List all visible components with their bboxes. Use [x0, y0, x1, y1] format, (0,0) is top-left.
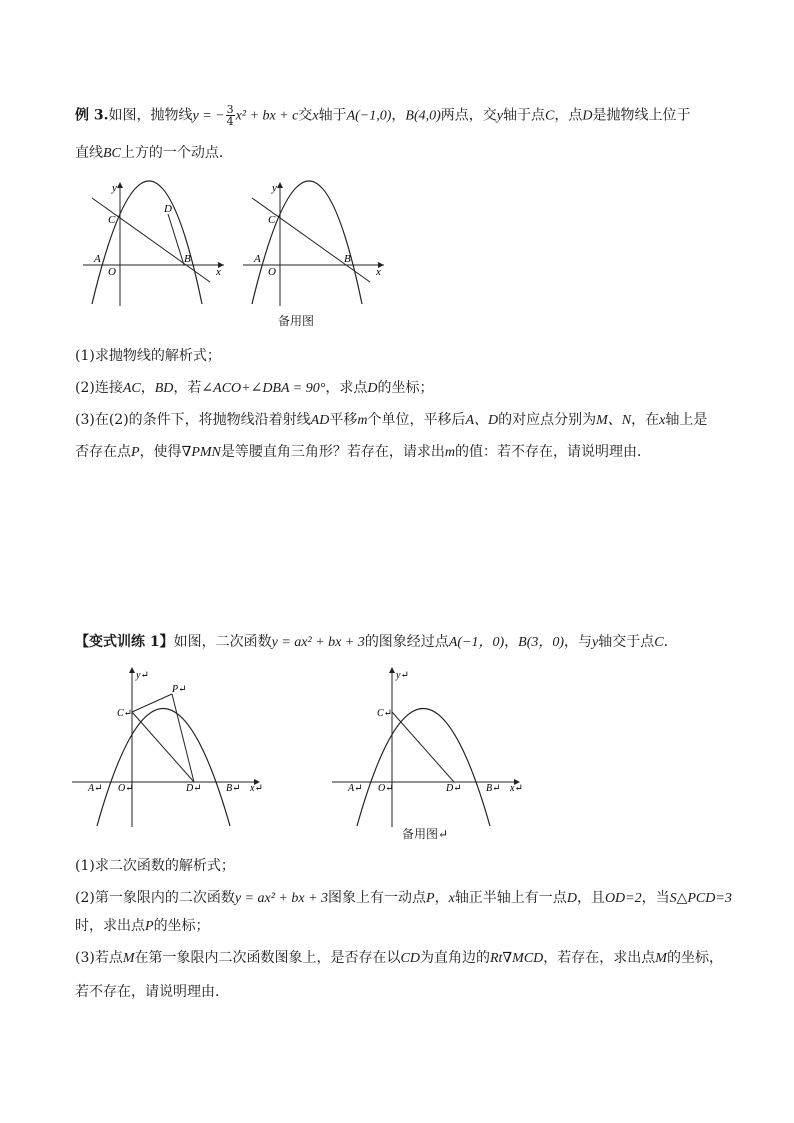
variant1-figure-main	[70, 664, 265, 829]
label-C: C	[108, 214, 116, 226]
svg-text:A↵: A↵	[88, 783, 103, 794]
label-O: O	[108, 266, 116, 278]
example3-q3-line2: 否存在点P，使得∇PMN是等腰直角三角形？若存在，请求出m的值：若不存在，请说明理由．	[75, 444, 652, 460]
svg-text:y↵: y↵	[396, 670, 409, 681]
example3-q1: (1)求抛物线的解析式；	[75, 348, 221, 364]
label-y: y	[272, 182, 277, 194]
example3-q2: (2)连接AC，BD，若∠ACO+∠DBA = 90°，求点D的坐标；	[75, 380, 434, 396]
variant1-q1: (1)求二次函数的解析式；	[75, 858, 235, 874]
figure-caption: 备用图↵	[402, 827, 449, 841]
variant1-q3-line2: 若不存在，请说明理由．	[75, 984, 229, 1000]
example3-figure-spare	[238, 178, 388, 310]
label-A: A	[94, 253, 101, 265]
figure-caption: 备用图	[278, 314, 315, 328]
fraction: $\frac{3}{4}$	[226, 103, 234, 128]
svg-text:x↵: x↵	[510, 783, 523, 794]
svg-text:C↵: C↵	[377, 708, 393, 719]
label-A: A	[254, 253, 261, 265]
svg-text:O↵: O↵	[378, 783, 394, 794]
example3-figure-main	[78, 178, 228, 310]
label-B: B	[184, 253, 191, 265]
variant1-line1: 【变式训练 1】如图，二次函数y = ax² + bx + 3的图象经过点A(−1，0)，B(3，0)，与y轴交于点C．	[75, 634, 678, 650]
label-O: O	[268, 266, 276, 278]
variant-label: 【变式训练 1】	[75, 634, 174, 650]
variant1-q2-line1: (2)第一象限内的二次函数y = ax² + bx + 3图象上有一动点P，x轴正半轴上有一点D，且OD=2，当S△PCD=3	[75, 890, 732, 906]
label-B: B	[344, 253, 351, 265]
svg-text:P↵: P↵	[172, 684, 187, 695]
svg-text:B↵: B↵	[226, 783, 241, 794]
example3-q3-line1: (3)在(2)的条件下，将抛物线沿着射线AD平移m个单位，平移后A、D的对应点分别为M、N，在x轴上是	[75, 412, 708, 428]
svg-text:D↵: D↵	[446, 783, 462, 794]
label-C: C	[268, 214, 276, 226]
example3-line2: 直线BC上方的一个动点．	[75, 145, 233, 161]
svg-text:y↵: y↵	[136, 670, 149, 681]
variant1-figure-spare	[330, 664, 525, 829]
example-label: 例 3.	[75, 107, 109, 124]
svg-text:A↵: A↵	[348, 783, 363, 794]
label-x: x	[376, 266, 381, 278]
variant1-q3-line1: (3)若点M在第一象限内二次函数图象上，是否存在以CD为直角边的Rt∇MCD，若存在，求出点M的坐标，	[75, 950, 723, 966]
svg-text:B↵: B↵	[486, 783, 501, 794]
svg-text:D↵: D↵	[186, 783, 202, 794]
label-D: D	[164, 203, 172, 215]
label-y: y	[112, 182, 117, 194]
svg-text:x↵: x↵	[250, 783, 263, 794]
label-x: x	[216, 266, 221, 278]
example3-line1: 例 3.如图，抛物线y = − $\frac{3}{4}$ x² + bx + c交x轴于A(−1,0)，B(4,0)两点，交y轴于点C，点D是抛物线上位于	[75, 103, 691, 128]
svg-text:O↵: O↵	[118, 783, 134, 794]
svg-text:C↵: C↵	[117, 708, 133, 719]
variant1-q2-line2: 时，求出点P的坐标；	[75, 918, 210, 934]
